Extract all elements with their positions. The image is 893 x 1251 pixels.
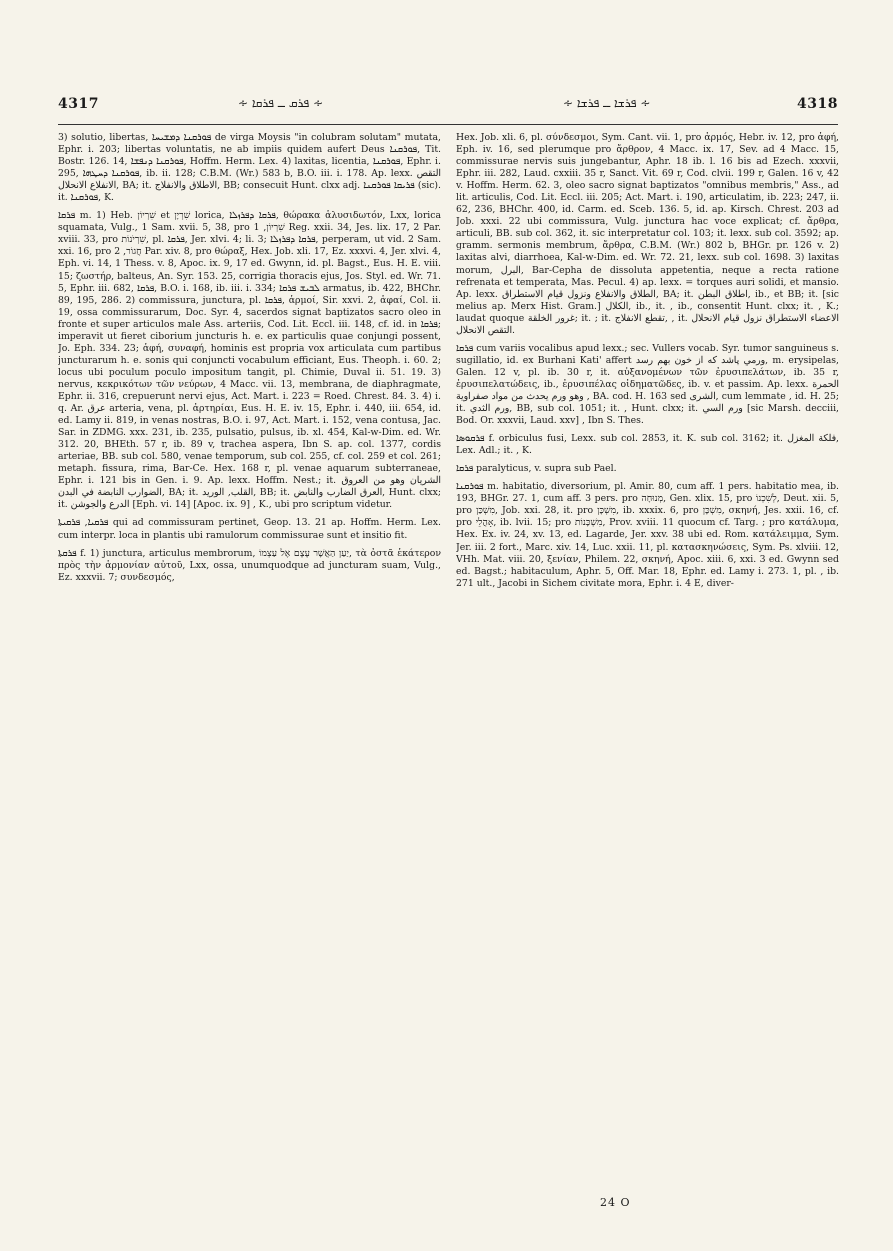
entry-paragraph: ܦܪܩܬܐ f. 1) junctura, articulus membrorum, יַעַן הַאֲשָׁר עֶצֶם אֶל עַצְמוֹ, τὰ ὀστᾶ ἑκάτερον πρὸς τὴν ἁρμονίαν αὐτοῦ, Lxx, ossa, unumquodque ad juncturam suam, Vulg., Ez. xxxvii. 7; συνδεσμός, — [58, 547, 441, 583]
printer-signature: 24 O — [600, 1196, 631, 1209]
entry-paragraph: ܦܪܩܐ paralyticus, v. supra sub Pael. — [456, 463, 617, 475]
entry-paragraph: ܦܘܪܩܢܐ m. habitatio, diversorium, pl. Amir. 80, cum aff. 1 pers. habitatio mea, ib. 193, BHGr. 27. 1, cum aff. 3 pers. pro מְנוּחָה, Gen. xlix. 15, pro לְשִׁכְנוֹ, Deut. xii. 5, pro מִשְׁכַּן, Job. xxi. 28, it. pro מִשְׁכָּן, ib. xxxix. 6, pro מִשְׁכָּן, σκηνή, Jes. xxii. 16, cf. pro אָהֳלֵי, ib. lvii. 15; pro מִשְׁכָּנוֹת, Prov. xviii. 11 quocum cf. Targ. ; pro κατάλυμα, Hex. Ex. iv. 24, xv. 13, ed. Lagarde, Jer. xxv. 38 ubi ed. Rom. κατάλειμμα, Sym. Jer. iii. 2 fort., Marc. xiv. 14, Luc. xxii. 11, pl. κατασκηνώσεις, Sym. Ps. xlviii. 12, VHh. Mat. viii. 20, ξενίαν, Philem. 22, σκηνή, Apoc. xiii. 6, xxi. 3 ed. Gwynn sed ed. Bagst.; habitaculum, Aphr. 5, Off. Mar. 18, Ephr. ed. Lamy i. 273. 1, pl. , ib. 271 ult., Jacobi in Sichem civitate mora, Ephr. i. 4 E, diver- — [456, 481, 839, 589]
right-column — [456, 132, 839, 1192]
entry-paragraph: 3) solutio, libertas, ܦܘܪܩܢܐ ܕܡܫܝܚܐ de virga Moysis "in colubram solutam" mutata, Ephr. i. 203; libertas voluntatis, ne ab impiis quidem aufert Deus ܦܘܪܩܢܐ, Tit. Bostr. 126. 14, ܦܘܪܩܢܐ ܕܢܦܫܐ, Hoffm. Herm. Lex. 4) laxitas, licentia, ܦܘܪܩܢܐ, Ephr. i. 295, ܦܘܪܩܢܐ ܕܚܛܗܐ, ib. ii. 128; C.B.M. (Wr.) 583 b, B.O. iii. i. 178. Ap. lexx. التقص الانفلاع الانحلال, BA; it. الاطلاق والانفلاج, BB; consecuit Hunt. clxx adj. ܦܪܝܩܐ ܦܘܪܩܢܐ (sic). it. ܦܘܪܩܢܐ, K. — [58, 132, 441, 204]
header-rule — [58, 124, 838, 125]
entry-paragraph: ܦܪܩܐ cum variis vocalibus apud lexx.; sec. Vullers vocab. Syr. tumor sanguineus s. sugillatio, id. ex Burhani Kati' affert ورمي پاشد که از خون بهم رسد, m. erysipelas, Galen. 12 v, pl. ib. 30 r, it. αὐξανομένων τῶν ἐρυσιπελάτων, ib. 35 r, ἐρυσιπελατώδεις, ib., ἐρυσιπέλας οἰδηματῶδες, ib. v. et passim. Ap. lexx. الحمرة وهو ورم يحدث من مواد صفراوية , BA. cod. H. 163 sed الشرى, cum lemmate , id. H. 25; it. ورم الثدي, BB, sub col. 1051; it. , Hunt. clxx; it. ورم السي [sic Marsh. decciii, Bod. Or. xxxvii, Laud. xxv] , Ibn S. Thes. — [456, 342, 839, 427]
entry-paragraph: ܦܪܩܝܐ, ܦܪܩܝܬܐ qui ad commissuram pertinet, Geop. 13. 21 ap. Hoffm. Herm. Lex. cum interpr. loca in plantis ubi ramulorum commissurae sunt et insitio fit. — [58, 517, 441, 541]
entry-paragraph: Hex. Job. xli. 6, pl. σύνδεσμοι, Sym. Cant. vii. 1, pro ἁρμός, Hebr. iv. 12, pro ἁφή, Eph. iv. 16, sed plerumque pro ἄρθρον, 4 Macc. ix. 17, Sev. ad 4 Macc. 15, commissurae nervis suis jungebantur, Aphr. 18 ib. l. 16 bis ad Ezech. xxxvii, Ephr. iii. 282, Laud. cxxiii. 35 r, Sanct. Vit. 69 r, Cod. clvii. 199 r, Galen. 16 v, 42 v. Hoffm. Herm. 62. 3, oleo sacro signat baptizatos "omnibus membris," Ass., ad lit. articulis, Cod. Lit. Eccl. iii. 205; Act. Mart. i. 190, articulatim, ib. 223; 247, ii. 62, 236, BHChr. 400, id. Carm. ed. Sceb. 136. 5, id. ap. Kirsch. Chrest. 203 ad Job. xxxi. 22 ubi commissura, Vulg. junctura hac voce explicat; cf. ἄρθρα, articuli, BB. sub col. 362, it. sic interpretatur col. 103; it. lexx. sub col. 3592; ap. gramm. sermonis membrum, ἄρθρα, C.B.M. (Wr.) 802 b, BHGr. pr. 126 v. 2) laxitas alvi, diarrhoea, Kal-w-Dim. ed. Wr. 72. 21, lexx. sub col. 1698. 3) laxitas morum, البرل, Bar-Cepha de dissoluta appetentia, neque a recta ratione refrenata et temperata, Mas. Pecul. 4) ap. lexx. = torques auri solidi, et mansio. Ap. lexx. الطلاق والانفلاع ونزول قيام الاستطراق, BA; it. اطلاق البطن, ib., et BB; it. [sic melius ap. Merx Hist. Gram.] الكلال, ib., it. , ib., consentit Hunt. clxx; it. , K.; laudat quoque غرور الخلقة; it. ; it. تقطع الانفلاج, , it. الاعضاء الاستطراق نزول قيام الانحلال التقص الانحلال. — [456, 132, 839, 336]
running-title-left: ∻ ܦܪܩ ــ ܦܪܩܐ ∻ — [238, 96, 324, 110]
entry-paragraph: ܦܪܩܐ m. 1) Heb. שִׁרְיוֹן et שִׁרְיָן lorica, ܦܪܩܐ ܕܦܪܙܠܐ, θώρακα ἁλυσιδωτόν, Lxx, lorica squamata, Vulg., 1 Sam. xvii. 5, 38, pro שִׁרְיוֹן, 1 Reg. xxii. 34, Jes. lix. 17, 2 Par. xviii. 33, pro שִׁרְיֹנוֹת, pl. ܦܪܩܐ, Jer. xlvi. 4; li. 3; ܦܪܩܐ ܕܦܪܙܠܐ, perperam, ut vid. 2 Sam. xxi. 16, pro חֲגוֹר, 2 Par. xiv. 8, pro θώραξ, Hex. Job. xli. 17, Ez. xxxvi. 4, Jer. xlvi. 4, Eph. vi. 14, 1 Thess. v. 8, Apoc. ix. 9, 17 ed. Gwynn, id. pl. Bagst., Eus. H. E. viii. 15; ζωστήρ, balteus, An. Syr. 153. 25, corrigia thoracis ejus, Jos. Styl. ed. Wr. 71. 5, Ephr. iii. 682, ܦܪܩܐ, B.O. i. 168, ib. iii. i. 334; ܠܒܝܫ ܦܪܩܐ armatus, ib. 422, BHChr. 89, 195, 286. 2) commissura, junctura, pl. ܦܪܩܐ, ἁρμοί, Sir. xxvi. 2, ἁφαί, Col. ii. 19, ossa commissurarum, Doc. Syr. 4, sacerdos signat baptizatos sacro oleo in fronte et super articulos male Ass. arteriis, Cod. Lit. Eccl. iii. 148, cf. id. in ܦܪܩܐ; imperavit ut fieret ciborium juncturis h. e. ex particulis quae conjungi possent, Jo. Eph. 334. 23; ἁφή, συναφή, hominis est propria vox articulata cum partibus juncturarum h. e. sonis qui conjuncti vocabulum efficiant, Eus. Theoph. i. 60. 2; locus ubi poculum poculo impositum tangit, pl. Chimie, Duval ii. 51. 19. 3) nervus, κεκρικότων τῶν νεύρων, 4 Macc. vii. 13, membrana, de diaphragmate, Ephr. ii. 316, crepuerunt nervi ejus, Act. Mart. i. 223 = Roed. Chrest. 84. 3. 4) i. q. Ar. عرق arteria, vena, pl. ἀρτηρίαι, Eus. H. E. iv. 15, Ephr. i. 440, iii. 654, id. ed. Lamy ii. 819, in venas nostras, B.O. i. 97, Act. Mart. i. 152, vena contusa, Jac. Sar. in ZDMG. xxx. 231, ib. 235, pulsatio, pulsus, ib. xl. 454, Kal-w-Dim. ed. Wr. 312. 20, BHEth. 57 r, ib. 89 v, trachea aspera, Ibn S. ap. col. 1377, cordis arteriae, BB. sub col. 580, venae temporum, sub col. 255, cf. col. 259 et col. 261; metaph. fissura, rima, Bar-Ce. Hex. 168 r, pl. venae aquarum subterraneae, Ephr. i. 121 bis in Gen. i. 9. Ap. lexx. Hoffm. Nest.; it. الشريان وهو من العروق الضوارب النابضة في البدن, BA; it. القلب, الوريد, BB; it. العرق الضارب والنابض, Hunt. clxx; it. الدرع والجوشن [Eph. vi. 14] [Apoc. ix. 9] , K., ubi pro scriptum videtur. — [58, 210, 441, 511]
page-number-right: 4318 — [797, 96, 838, 112]
running-header — [58, 94, 838, 118]
left-column — [58, 132, 441, 1192]
entry-paragraph: ܦܪܩܘܣܐ f. orbiculus fusi, Lexx. sub col. 2853, it. K. sub col. 3162; it. فلكة المغزل, Lex. Adl.; it. , K. — [456, 433, 839, 457]
page-number-left: 4317 — [58, 96, 99, 112]
running-title-right: ∻ ܦܪܫܐ ــ ܦܪܫܐ ∻ — [563, 96, 651, 110]
